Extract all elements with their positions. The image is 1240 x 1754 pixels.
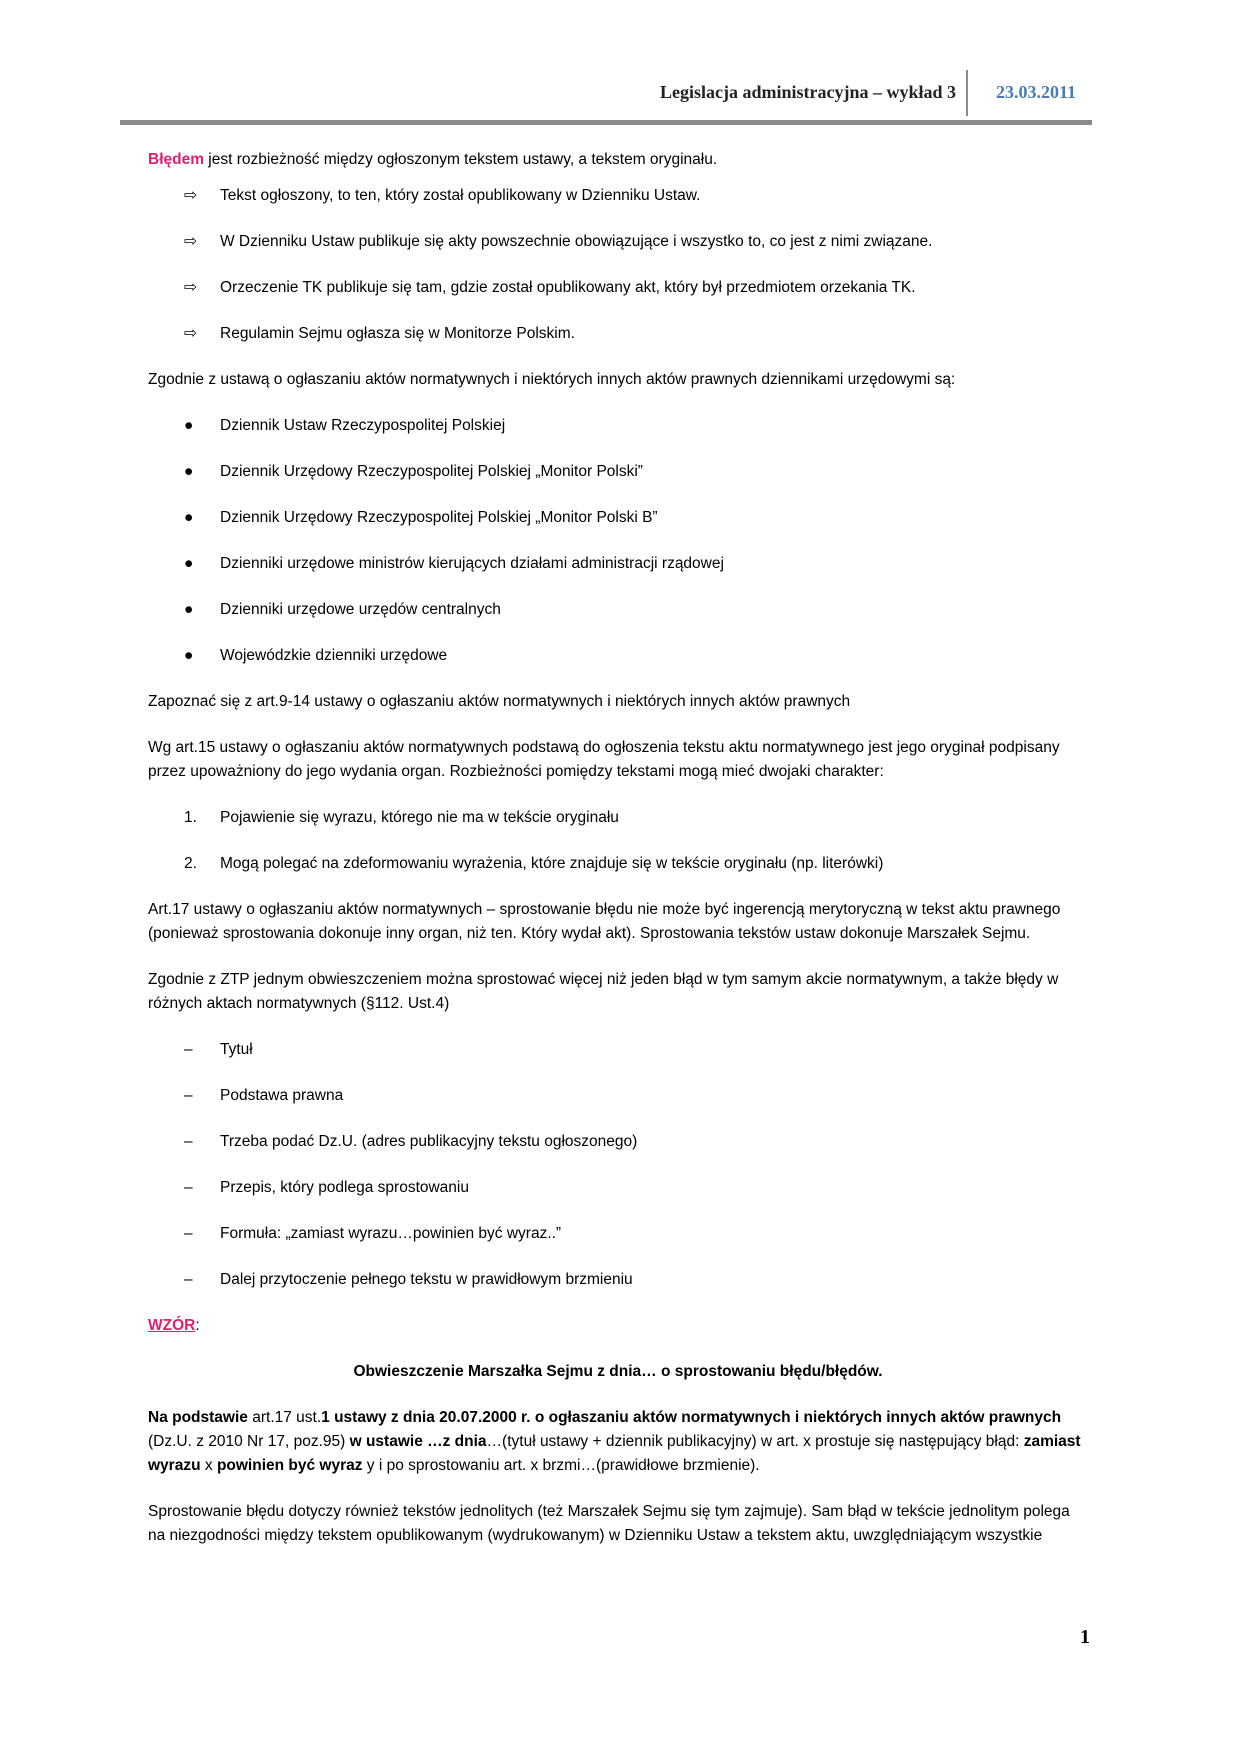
dash-icon: – bbox=[184, 1087, 193, 1104]
dash-icon: – bbox=[184, 1271, 193, 1288]
bullet-icon: ● bbox=[184, 601, 194, 618]
list-item-text: Formuła: „zamiast wyrazu…powinien być wyraz..” bbox=[220, 1225, 562, 1242]
dash-icon: – bbox=[184, 1225, 193, 1242]
template-title: Obwieszczenie Marszałka Sejmu z dnia… o sprostowaniu błędu/błędów. bbox=[353, 1363, 883, 1380]
template-body bbox=[148, 1406, 1088, 1478]
list-item bbox=[148, 1038, 1088, 1062]
art17-paragraph: Art.17 ustawy o ogłaszaniu aktów normatywnych – sprostowanie błędu nie może być ingerencją merytoryczną w tekst aktu prawnego (ponieważ sprostowania dokonuje inny organ, niż ten. Który wydał akt). Sprostowania tekstów ustaw dokonuje Marszałek Sejmu. bbox=[148, 901, 1061, 942]
template-part: (Dz.U. z 2010 Nr 17, poz.95) bbox=[148, 1433, 350, 1450]
list-item-text: Mogą polegać na zdeformowaniu wyrażenia, które znajduje się w tekście oryginału (np. literówki) bbox=[220, 855, 884, 872]
list-item bbox=[148, 276, 1088, 300]
list-item-text: Dalej przytoczenie pełnego tekstu w prawidłowym brzmieniu bbox=[220, 1271, 633, 1288]
dash-icon: – bbox=[184, 1179, 193, 1196]
list-item bbox=[148, 552, 1088, 576]
template-part: Na podstawie bbox=[148, 1409, 248, 1426]
list-item-text: Dzienniki urzędowe ministrów kierujących działami administracji rządowej bbox=[220, 555, 724, 572]
arrow-list bbox=[148, 184, 1088, 346]
template-part: w ustawie …z dnia bbox=[349, 1433, 487, 1450]
list-item bbox=[148, 806, 1088, 830]
list-item-text: Pojawienie się wyrazu, którego nie ma w tekście oryginału bbox=[220, 809, 619, 826]
bullet-icon: ● bbox=[184, 509, 194, 526]
list-item bbox=[148, 1130, 1088, 1154]
list-item bbox=[148, 460, 1088, 484]
intro-highlight: Błędem bbox=[148, 151, 204, 168]
last-paragraph: Sprostowanie błędu dotyczy również tekstów jednolitych (też Marszałek Sejmu się tym zajmuje). Sam błąd w tekście jednolitym polega na niezgodności między tekstem opublikowanym (wydrukowanym) w Dzienniku Ustaw a tekstem aktu, uwzględniającym wszystkie bbox=[148, 1503, 1070, 1544]
intro-paragraph bbox=[148, 148, 1088, 172]
list-item-text: Podstawa prawna bbox=[220, 1087, 344, 1104]
list-item-text: Wojewódzkie dzienniki urzędowe bbox=[220, 647, 448, 664]
ztp-paragraph: Zgodnie z ZTP jednym obwieszczeniem można sprostować więcej niż jeden błąd w tym samym akcie normatywnym, a także błędy w różnych aktach normatywnych (§112. Ust.4) bbox=[148, 971, 1059, 1012]
list-item bbox=[148, 322, 1088, 346]
dash-icon: – bbox=[184, 1041, 193, 1058]
bullet-icon: ● bbox=[184, 555, 194, 572]
header-separator bbox=[966, 70, 968, 116]
template-part: …(tytuł ustawy + dziennik publikacyjny) w art. x prostuje się następujący błąd: bbox=[486, 1433, 1024, 1450]
list-item bbox=[148, 184, 1088, 208]
list-item-text: Regulamin Sejmu ogłasza się w Monitorze Polskim. bbox=[220, 325, 575, 342]
list-item bbox=[148, 598, 1088, 622]
template-part: x bbox=[200, 1457, 217, 1474]
list-item bbox=[148, 506, 1088, 530]
dash-icon: – bbox=[184, 1133, 193, 1150]
bullet-icon: ● bbox=[184, 417, 194, 434]
template-part: powinien być wyraz bbox=[216, 1457, 363, 1474]
list-item bbox=[148, 852, 1088, 876]
wzor-colon: : bbox=[195, 1317, 200, 1334]
arrow-icon: ⇨ bbox=[184, 187, 197, 204]
header-date: 23.03.2011 bbox=[995, 82, 1076, 102]
wzor-label: WZÓR bbox=[148, 1317, 196, 1334]
bullet-icon: ● bbox=[184, 463, 194, 480]
list-item bbox=[148, 1084, 1088, 1108]
list-item-text: Dziennik Ustaw Rzeczypospolitej Polskiej bbox=[220, 417, 506, 434]
bullet-list bbox=[148, 414, 1088, 668]
read-paragraph: Zapoznać się z art.9-14 ustawy o ogłaszaniu aktów normatywnych i niektórych innych aktów prawnych bbox=[148, 693, 851, 710]
list-item-text: Przepis, który podlega sprostowaniu bbox=[220, 1179, 469, 1196]
list-number: 1. bbox=[184, 809, 197, 826]
list-item bbox=[148, 1268, 1088, 1292]
arrow-icon: ⇨ bbox=[184, 233, 197, 250]
list-item bbox=[148, 1176, 1088, 1200]
arrow-icon: ⇨ bbox=[184, 279, 197, 296]
list-item-text: Trzeba podać Dz.U. (adres publikacyjny tekstu ogłoszonego) bbox=[220, 1133, 638, 1150]
list-item-text: Tekst ogłoszony, to ten, który został opublikowany w Dzienniku Ustaw. bbox=[220, 187, 701, 204]
list-number: 2. bbox=[184, 855, 197, 872]
list-item bbox=[148, 1222, 1088, 1246]
list-item-text: Tytuł bbox=[220, 1041, 253, 1058]
intro-text: jest rozbieżność między ogłoszonym tekstem ustawy, a tekstem oryginału. bbox=[204, 151, 718, 168]
list-item bbox=[148, 230, 1088, 254]
list-item-text: Dziennik Urzędowy Rzeczypospolitej Polskiej „Monitor Polski B” bbox=[220, 509, 658, 526]
dash-list bbox=[148, 1038, 1088, 1292]
list-item-text: W Dzienniku Ustaw publikuje się akty powszechnie obowiązujące i wszystko to, co jest z nimi związane. bbox=[220, 233, 933, 250]
template-part: 1 ustawy z dnia 20.07.2000 r. o ogłaszaniu aktów normatywnych i niektórych innych aktów prawnych bbox=[321, 1409, 1062, 1426]
document-body bbox=[148, 148, 1088, 1570]
bullet-icon: ● bbox=[184, 647, 194, 664]
arrow-icon: ⇨ bbox=[184, 325, 197, 342]
page-header bbox=[120, 70, 1092, 125]
wzor-heading bbox=[148, 1314, 1088, 1338]
list-item bbox=[148, 414, 1088, 438]
template-part: y i po sprostowaniu art. x brzmi…(prawidłowe brzmienie). bbox=[362, 1457, 760, 1474]
art15-paragraph: Wg art.15 ustawy o ogłaszaniu aktów normatywnych podstawą do ogłoszenia tekstu aktu normatywnego jest jego oryginał podpisany przez upoważniony do jego wydania organ. Rozbieżności pomiędzy tekstami mogą mieć dwojaki charakter: bbox=[148, 739, 1060, 780]
page-number: 1 bbox=[1080, 1626, 1090, 1648]
numbered-list bbox=[148, 806, 1088, 876]
list-item-text: Dziennik Urzędowy Rzeczypospolitej Polskiej „Monitor Polski” bbox=[220, 463, 643, 480]
list-item-text: Orzeczenie TK publikuje się tam, gdzie został opublikowany akt, który był przedmiotem orzekania TK. bbox=[220, 279, 916, 296]
journals-paragraph: Zgodnie z ustawą o ogłaszaniu aktów normatywnych i niektórych innych aktów prawnych dziennikami urzędowymi są: bbox=[148, 371, 956, 388]
list-item-text: Dzienniki urzędowe urzędów centralnych bbox=[220, 601, 501, 618]
header-title: Legislacja administracyjna – wykład 3 bbox=[659, 82, 956, 102]
list-item bbox=[148, 644, 1088, 668]
template-part: zamiast wyrazu bbox=[148, 1433, 1081, 1474]
template-part: art.17 ust. bbox=[247, 1409, 322, 1426]
